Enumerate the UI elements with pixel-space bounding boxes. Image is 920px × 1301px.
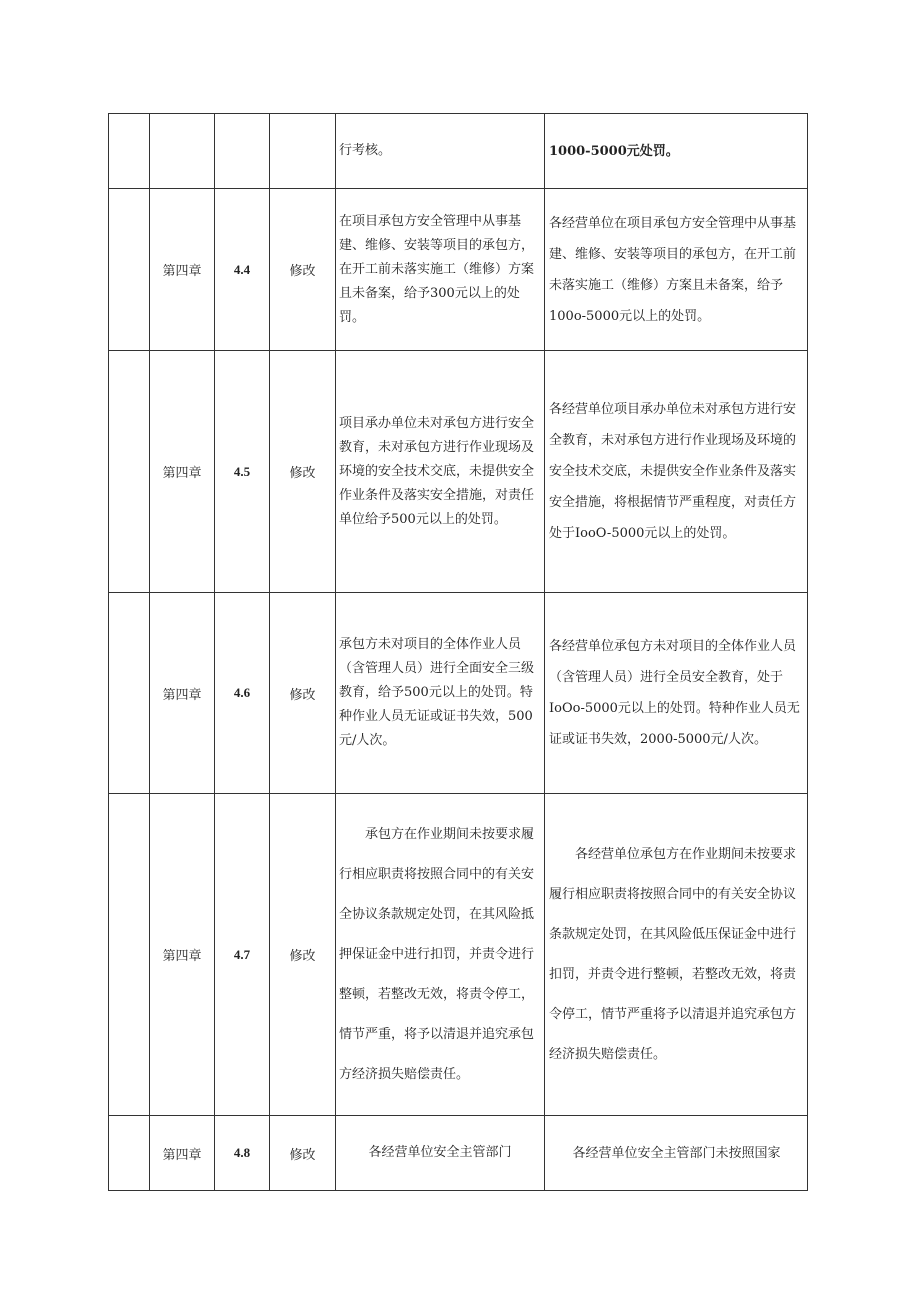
- revised-clause-cell: [545, 593, 808, 794]
- original-clause-cell: [336, 189, 545, 351]
- original-clause-cell: [336, 794, 545, 1116]
- original-clause-text: 承包方未对项目的全体作业人员（含管理人员）进行全面安全三级教育，给予500元以上的处罚。特种作业人员无证或证书失效，500元/人次。: [339, 637, 535, 748]
- revised-clause-cell: [545, 114, 808, 189]
- revised-clause-cell: [545, 351, 808, 593]
- row-number-cell: [109, 351, 150, 593]
- action-cell: 修改: [270, 351, 336, 593]
- revised-clause-cell: [545, 794, 808, 1116]
- table-row: [109, 593, 808, 794]
- original-clause-cell: [336, 1116, 545, 1191]
- table-row: [109, 1116, 808, 1191]
- chapter-cell: [150, 114, 215, 189]
- action-cell: 修改: [270, 794, 336, 1116]
- original-clause-text: 承包方在作业期间未按要求履行相应职责将按照合同中的有关安全协议条款规定处罚，在其风险抵押保证金中进行扣罚，并责令进行整顿，若整改无效，将责令停工，情节严重，将予以清退并追究承包方经济损失赔偿责任。: [339, 826, 535, 1082]
- chapter-cell: 第四章: [150, 794, 215, 1116]
- original-clause-cell: [336, 114, 545, 189]
- revised-clause-cell: [545, 1116, 808, 1191]
- regulation-revision-table: [108, 113, 808, 1191]
- revised-clause-text: 各经营单位承包方未对项目的全体作业人员（含管理人员）进行全员安全教育，处于IoOo-5000元以上的处罚。特种作业人员无证或证书失效，2000-5000元/人次。: [549, 639, 800, 747]
- table-row: [109, 114, 808, 189]
- section-cell: 4.4: [215, 189, 270, 351]
- original-clause-text: 行考核。: [339, 143, 392, 158]
- chapter-cell: 第四章: [150, 593, 215, 794]
- revised-clause-text: 各经营单位安全主管部门未按照国家: [572, 1145, 781, 1161]
- revised-clause-text: 各经营单位在项目承包方安全管理中从事基建、维修、安装等项目的承包方，在开工前未落实施工（维修）方案且未备案，给予100o-5000元以上的处罚。: [549, 215, 797, 324]
- original-clause-cell: [336, 593, 545, 794]
- revised-clause-text: 各经营单位项目承办单位未对承包方进行安全教育，未对承包方进行作业现场及环境的安全技术交底，未提供安全作业条件及落实安全措施，将根据情节严重程度，对责任方处于IooO-5000元以上的处罚。: [549, 402, 797, 541]
- original-clause-text: 在项目承包方安全管理中从事基建、维修、安装等项目的承包方，在开工前未落实施工（维修）方案且未备案，给予300元以上的处罚。: [339, 213, 535, 325]
- table-row: [109, 351, 808, 593]
- row-number-cell: [109, 794, 150, 1116]
- revised-clause-text: 各经营单位承包方在作业期间未按要求履行相应职责将按照合同中的有关安全协议条款规定处罚，在其风险低压保证金中进行扣罚，并责令进行整顿，若整改无效，将责令停工，情节严重将予以清退并追究承包方经济损失赔偿责任。: [549, 846, 797, 1062]
- row-number-cell: [109, 1116, 150, 1191]
- original-clause-text: 项目承办单位未对承包方进行安全教育，未对承包方进行作业现场及环境的安全技术交底，未提供安全作业条件及落实安全措施，对责任单位给予500元以上的处罚。: [339, 415, 535, 527]
- section-cell: [215, 114, 270, 189]
- action-cell: 修改: [270, 593, 336, 794]
- action-cell: 修改: [270, 189, 336, 351]
- row-number-cell: [109, 189, 150, 351]
- section-cell: 4.7: [215, 794, 270, 1116]
- action-cell: 修改: [270, 1116, 336, 1191]
- section-cell: 4.6: [215, 593, 270, 794]
- section-cell: 4.5: [215, 351, 270, 593]
- section-cell: 4.8: [215, 1116, 270, 1191]
- table-row: [109, 794, 808, 1116]
- table-row: [109, 189, 808, 351]
- original-clause-text: 各经营单位安全主管部门: [368, 1145, 512, 1160]
- row-number-cell: [109, 114, 150, 189]
- chapter-cell: 第四章: [150, 189, 215, 351]
- chapter-cell: 第四章: [150, 351, 215, 593]
- original-clause-cell: [336, 351, 545, 593]
- action-cell: [270, 114, 336, 189]
- revised-clause-text: 1000-5000元处罚。: [549, 143, 679, 159]
- revised-clause-cell: [545, 189, 808, 351]
- chapter-cell: 第四章: [150, 1116, 215, 1191]
- row-number-cell: [109, 593, 150, 794]
